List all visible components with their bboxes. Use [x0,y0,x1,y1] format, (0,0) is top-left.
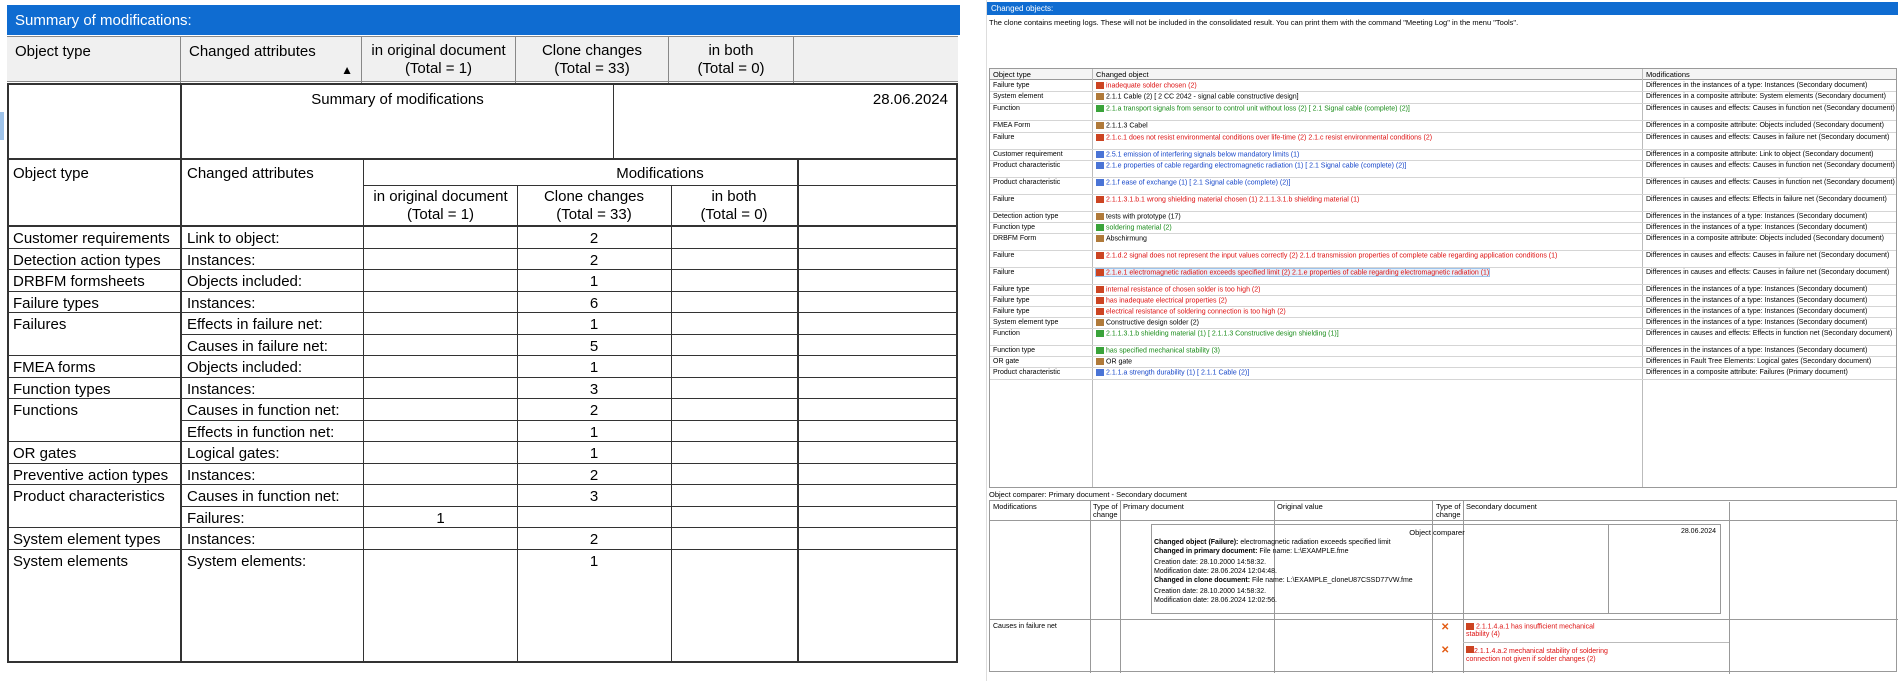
row-changed-object: electrical resistance of soldering connection is too high (2) [1106,308,1286,316]
report-row [9,270,956,292]
col-both-total: (Total = 0) [697,60,765,77]
object-type-icon [1096,93,1104,100]
col-header-in-both[interactable] [669,37,794,83]
summary-column-header [7,36,958,82]
row-changed-object: Constructive design solder (2) [1106,319,1199,327]
object-type-icon [1096,82,1104,89]
report-row [9,442,956,464]
row-object-type: Function types [13,380,111,398]
primary-label: Changed in primary document: [1154,548,1258,555]
col-header-object-type[interactable] [7,37,181,83]
removed-icon: ✕ [1441,645,1450,656]
row-clone-changes: 1 [589,552,599,570]
comparer-changed-object [1154,539,1391,546]
report-col-in-original [364,188,517,224]
meeting-log-note: The clone contains meeting logs. These will not be included in the consolidated result. You can print them with the command "Meeting Log" in the menu "Tools". [989,18,1519,27]
row-object-type: Customer requirement [993,151,1063,158]
comparer-clone [1154,577,1413,584]
object-type-icon [1096,224,1104,231]
row-changed-attribute: System elements: [187,552,307,570]
row-changed-object-cell [1096,297,1227,304]
row-modification: Differences in the instances of a type: Instances (Secondary document) [1646,82,1868,89]
row-changed-object-cell [1096,308,1286,315]
row-clone-changes: 2 [589,531,599,548]
report-col-both-total: (Total = 0) [700,206,768,223]
object-type-icon [1096,122,1104,129]
row-clone-changes: 2 [589,402,599,419]
changed-object-row[interactable] [990,357,1897,368]
row-changed-object: has inadequate electrical properties (2) [1106,297,1228,305]
changed-object-label: Changed object (Failure): [1154,539,1239,546]
changed-object-row[interactable] [990,104,1897,121]
row-object-type: Failure type [993,308,1030,315]
cmp-col-primary[interactable]: Primary document [1123,502,1184,511]
cmp-col-type-change[interactable]: Type of change [1093,502,1118,519]
failure-icon [1466,623,1474,630]
row-modification: Differences in the instances of a type: Instances (Secondary document) [1646,319,1868,326]
report-col-in-original-total: (Total = 1) [406,206,475,223]
object-type-icon [1096,286,1104,293]
changed-object-row[interactable] [990,368,1897,380]
row-object-type: DRBFM Form [993,235,1037,242]
object-comparer-header [990,501,1898,521]
row-clone-changes: 1 [589,359,599,376]
report-col-both-label: in both [711,188,757,205]
object-type-icon [1096,179,1104,186]
row-changed-object: 2.1.1.a strength durability (1) [ 2.1.1 Cable (2)] [1106,369,1250,377]
report-col-modifications: Modifications [616,165,704,182]
row-object-type: Product characteristics [13,488,165,505]
row-object-type: Failure [993,134,1015,141]
row-changed-object: tests with prototype (17) [1106,213,1181,221]
row-changed-object: 2.1.a transport signals from sensor to control unit without loss (2) [ 2.1 Signal cable (complete) (2)] [1106,105,1410,113]
changed-objects-table [989,68,1897,488]
changed-object-row[interactable] [990,195,1897,212]
row-object-type: Failure [993,252,1015,259]
comparer-item-1-text: 2.1.1.4.a.1 has insufficient mechanical stability (4) [1466,623,1595,639]
changed-object-row[interactable] [990,234,1897,251]
col-header-clone-changes[interactable] [516,37,669,83]
row-object-type: Function type [993,347,1036,354]
row-object-type: System element type [993,319,1059,326]
row-modification: Differences in a composite attribute: Link to object (Secondary document) [1646,151,1874,158]
row-object-type: Failure type [993,286,1030,293]
row-changed-object: has specified mechanical stability (3) [1106,347,1220,355]
row-clone-changes: 1 [589,423,599,441]
changed-object-row[interactable] [990,133,1897,150]
changed-objects-title: Changed objects: [991,4,1054,13]
report-row [9,464,956,486]
row-changed-object: 2.1.e properties of cable regarding electromagnetic radiation (1) [ 2.1 Signal cable (complete) (2)] [1106,162,1407,170]
changed-object-row[interactable] [990,121,1897,133]
row-clone-changes: 1 [589,445,599,462]
changed-object-row[interactable] [990,268,1897,285]
row-changed-object-cell [1096,347,1220,354]
object-type-icon [1096,297,1104,304]
report-col-clone-total: (Total = 33) [556,206,632,223]
row-clone-changes: 3 [589,488,599,505]
row-modification: Differences in causes and effects: Effects in failure net (Secondary document) [1646,196,1887,203]
row-modification: Differences in causes and effects: Causes in function net (Secondary document) [1646,105,1895,112]
col-changed-object[interactable]: Changed object [1096,70,1149,79]
col-modifications[interactable]: Modifications [1646,70,1690,79]
row-changed-object-cell [1096,252,1557,259]
row-changed-object-cell [1096,162,1406,169]
object-type-icon [1096,358,1104,365]
changed-objects-header [990,69,1897,80]
row-object-type: OR gates [13,445,77,462]
primary-modified: Modification date: 28.06.2024 12:04:48. [1154,568,1277,575]
row-modification: Differences in the instances of a type: Instances (Secondary document) [1646,308,1868,315]
row-changed-attribute: Link to object: [187,230,280,247]
row-object-type: Preventive action types [13,466,169,484]
row-modification: Differences in causes and effects: Causes in failure net (Secondary document) [1646,269,1890,276]
row-object-type: Product characteristic [993,179,1061,186]
row-changed-attribute: Instances: [187,251,256,269]
row-changed-object: OR gate [1106,358,1133,366]
col-both-label: in both [708,42,754,59]
row-modification: Differences in the instances of a type: Instances (Secondary document) [1646,213,1868,220]
object-type-icon [1096,347,1104,354]
object-type-icon [1096,319,1104,326]
object-type-icon [1096,151,1104,158]
report-col-clone [517,188,671,224]
object-type-icon [1096,330,1104,337]
changed-object-row[interactable] [990,178,1897,195]
report-row [9,485,956,507]
row-changed-attribute: Logical gates: [187,445,280,462]
row-changed-attribute: Causes in function net: [187,488,340,505]
row-changed-object-cell [1096,179,1290,186]
changed-object-row[interactable] [990,329,1897,346]
report-row [9,249,956,271]
object-type-icon [1096,308,1104,315]
row-changed-object-cell [1096,122,1148,129]
cmp-col-modifications[interactable]: Modifications [993,502,1037,511]
row-changed-object: 2.1.d.2 signal does not represent the input values correctly (2) 2.1.d transmission properties of complete cable regarding application conditions (1) [1106,252,1558,260]
changed-objects-title-bar [987,2,1898,15]
row-changed-object: 2.1.1.3.1.b.1 wrong shielding material chosen (1) 2.1.1.3.1.b shielding material (1) [1106,196,1360,204]
row-changed-object-cell [1096,224,1172,231]
object-type-icon [1096,213,1104,220]
row-changed-attribute: Objects included: [187,273,303,290]
row-changed-object-cell [1096,319,1199,326]
row-modification: Differences in a composite attribute: System elements (Secondary document) [1646,93,1886,100]
col-in-original-label: in original document [371,42,506,59]
changed-object-row[interactable] [990,307,1897,318]
row-object-type: Function type [993,224,1036,231]
report-row [9,399,956,421]
failure-icon [1466,646,1474,653]
cmp-col-original-value[interactable]: Original value [1277,502,1323,511]
row-object-type: DRBFM formsheets [13,273,145,290]
report-col-both [671,188,797,224]
row-modification: Differences in causes and effects: Causes in function net (Secondary document) [1646,162,1895,169]
changed-object-row[interactable] [990,212,1897,223]
row-clone-changes: 3 [589,380,599,398]
report-row [9,227,956,249]
row-modification: Differences in a composite attribute: Failures (Primary document) [1646,369,1848,376]
row-changed-attribute: Effects in failure net: [187,316,323,333]
report-col-changed-attributes: Changed attributes [187,165,314,182]
object-type-icon [1096,134,1104,141]
report-row [9,313,956,335]
comparer-item-2-text: 2.1.1.4.a.2 mechanical stability of soldering connection not given if solder changes (2) [1466,648,1608,663]
changed-object-value: electromagnetic radiation exceeds specified limit [1240,539,1391,546]
summary-report [7,83,958,663]
report-col-object-type: Object type [13,165,89,182]
report-col-in-original-label: in original document [373,188,508,205]
object-type-icon [1096,105,1104,112]
removed-icon: ✕ [1441,622,1450,633]
row-changed-object-cell [1096,82,1197,89]
row-changed-object: internal resistance of chosen solder is too high (2) [1106,286,1261,294]
row-changed-attribute: Objects included: [187,359,303,376]
comparer-primary [1154,548,1349,555]
row-changed-object: Abschirmung [1106,235,1147,243]
row-object-type: Failure types [13,294,99,312]
report-row [9,507,956,529]
comparer-row-label: Causes in failure net [993,623,1057,630]
row-changed-object-cell [1096,358,1132,365]
comparer-row-causes[interactable] [990,619,1898,673]
row-object-type: Function [993,330,1020,337]
row-clone-changes: 1 [589,316,599,333]
row-object-type: FMEA forms [13,359,96,376]
row-object-type: Detection action type [993,213,1059,220]
row-object-type: Customer requirements [13,230,170,247]
row-changed-object: 2.1.1.3.1.b shielding material (1) [ 2.1.1.3 Constructive design shielding (1)] [1106,330,1339,338]
summary-title-bar [7,5,960,35]
comparer-title: Object comparer [1409,528,1465,537]
row-modification: Differences in causes and effects: Effects in function net (Secondary document) [1646,330,1893,337]
row-object-type: Product characteristic [993,369,1061,376]
row-modification: Differences in the instances of a type: Instances (Secondary document) [1646,224,1868,231]
row-changed-attribute: Instances: [187,294,256,312]
row-changed-attribute: Instances: [187,531,256,548]
report-row [9,550,956,572]
row-changed-object-cell [1096,369,1249,376]
summary-title: Summary of modifications: [15,12,192,29]
changed-object-row[interactable] [990,161,1897,178]
row-object-type: System elements [13,552,129,570]
primary-file: File name: L:\EXAMPLE.fme [1259,548,1349,555]
row-clone-changes: 5 [589,337,599,355]
row-object-type: Product characteristic [993,162,1061,169]
row-modification: Differences in causes and effects: Causes in failure net (Secondary document) [1646,134,1890,141]
row-changed-object-cell [1096,213,1181,220]
report-date: 28.06.2024 [872,91,948,108]
col-object-type[interactable]: Object type [993,70,1031,79]
row-object-type: Functions [13,402,79,419]
row-changed-object: soldering material (2) [1106,224,1172,232]
row-clone-changes: 2 [589,230,599,247]
row-changed-object-cell [1096,93,1299,100]
splitter-handle[interactable] [0,112,4,140]
changed-object-row[interactable] [990,223,1897,234]
cmp-col-secondary[interactable]: Secondary document [1466,502,1537,511]
row-clone-changes: 6 [589,294,599,312]
row-changed-attribute: Instances: [187,380,256,398]
row-changed-object: 2.1.f ease of exchange (1) [ 2.1 Signal cable (complete) (2)] [1106,179,1291,187]
row-object-type: Failure [993,269,1015,276]
row-modification: Differences in a composite attribute: Objects included (Secondary document) [1646,235,1884,242]
changed-objects-panel [986,0,1898,681]
col-clone-label: Clone changes [541,42,643,59]
col-in-original-total: (Total = 1) [404,60,473,77]
report-title: Summary of modifications [311,91,484,108]
object-type-icon [1096,252,1104,259]
comparer-item-1 [1466,623,1616,639]
report-row [9,421,956,443]
object-type-icon [1096,369,1104,376]
changed-object-row[interactable] [990,285,1897,296]
row-changed-object-cell [1096,235,1147,242]
clone-modified: Modification date: 28.06.2024 12:02:56. [1154,597,1277,604]
report-row [9,292,956,314]
row-changed-object: 2.1.c.1 does not resist environmental conditions over life-time (2) 2.1.c resist environmental conditions (2) [1106,134,1433,142]
object-type-icon [1096,162,1104,169]
row-changed-attribute: Causes in function net: [187,402,340,419]
clone-label: Changed in clone document: [1154,577,1251,584]
row-clone-changes: 2 [589,466,599,484]
row-changed-attribute: Failures: [187,509,245,527]
row-object-type: Failure type [993,297,1030,304]
changed-object-row[interactable] [990,318,1897,329]
object-type-icon [1096,196,1104,203]
row-object-type: FMEA Form [993,122,1031,129]
sort-ascending-icon: ▲ [341,63,353,77]
row-in-original: 1 [436,509,445,527]
col-header-changed-attributes[interactable] [181,37,362,83]
row-modification: Differences in causes and effects: Causes in function net (Secondary document) [1646,179,1895,186]
row-modification: Differences in the instances of a type: Instances (Secondary document) [1646,286,1868,293]
row-changed-object-cell [1096,196,1359,203]
object-type-icon [1096,269,1104,276]
changed-object-row[interactable] [990,346,1897,357]
comparer-item-2 [1466,646,1636,664]
row-changed-object-cell [1096,269,1489,276]
changed-object-row[interactable] [990,81,1897,92]
row-changed-object: 2.1.1 Cable (2) [ 2 CC 2042 - signal cable constructive design] [1106,93,1299,101]
row-changed-object-cell [1096,151,1299,158]
report-col-clone-label: Clone changes [543,188,645,205]
object-comparer-table [989,500,1897,672]
row-modification: Differences in the instances of a type: Instances (Secondary document) [1646,297,1868,304]
col-clone-total: (Total = 33) [554,60,630,77]
row-object-type: OR gate [993,358,1020,365]
row-object-type: Function [993,105,1020,112]
report-row [9,335,956,357]
report-row [9,356,956,378]
col-header-in-original[interactable] [362,37,516,83]
clone-created: Creation date: 28.10.2000 14:58:32. [1154,588,1267,595]
changed-object-row[interactable] [990,251,1897,268]
row-changed-object: 2.1.1.3 Cabel [1106,122,1148,130]
row-object-type: Failure type [993,82,1030,89]
object-comparer-label: Object comparer: Primary document - Secondary document [989,490,1187,499]
row-object-type: Failure [993,196,1015,203]
row-modification: Differences in a composite attribute: Objects included (Secondary document) [1646,122,1884,129]
row-changed-object: inadequate solder chosen (2) [1106,82,1197,90]
row-clone-changes: 2 [589,251,599,269]
col-object-type-label: Object type [15,43,91,60]
row-changed-object: 2.5.1 emission of interfering signals below mandatory limits (1) [1106,151,1300,159]
row-changed-object-cell [1096,134,1432,141]
row-clone-changes: 1 [589,273,599,290]
primary-created: Creation date: 28.10.2000 14:58:32. [1154,559,1267,566]
row-modification: Differences in Fault Tree Elements: Logical gates (Secondary document) [1646,358,1872,365]
comparer-date: 28.06.2024 [1680,528,1716,535]
row-modification: Differences in the instances of a type: Instances (Secondary document) [1646,347,1868,354]
row-changed-attribute: Causes in failure net: [187,337,328,355]
row-changed-object-cell [1096,286,1260,293]
object-type-icon [1096,235,1104,242]
col-changed-attributes-label: Changed attributes [189,43,316,60]
row-changed-attribute: Instances: [187,466,256,484]
row-modification: Differences in causes and effects: Causes in failure net (Secondary document) [1646,252,1890,259]
row-changed-attribute: Effects in function net: [187,423,335,441]
report-row [9,378,956,400]
changed-object-row[interactable] [990,150,1897,161]
clone-file: File name: L:\EXAMPLE_cloneU87CSSD77VW.fme [1252,577,1413,584]
row-object-type: System element types [13,531,161,548]
row-changed-object-cell [1096,105,1410,112]
row-object-type: Detection action types [13,251,161,269]
changed-object-row[interactable] [990,92,1897,104]
cmp-col-type-change-2[interactable]: Type of change [1436,502,1461,519]
row-object-type: System element [993,93,1044,100]
object-comparer-details [1151,524,1721,614]
row-changed-object-cell [1096,330,1339,337]
report-row [9,528,956,550]
changed-object-row[interactable] [990,296,1897,307]
row-changed-object: 2.1.e.1 electromagnetic radiation exceeds specified limit (2) 2.1.e properties of cable regarding electromagnetic radiation (1) [1106,269,1490,277]
row-object-type: Failures [13,316,67,333]
